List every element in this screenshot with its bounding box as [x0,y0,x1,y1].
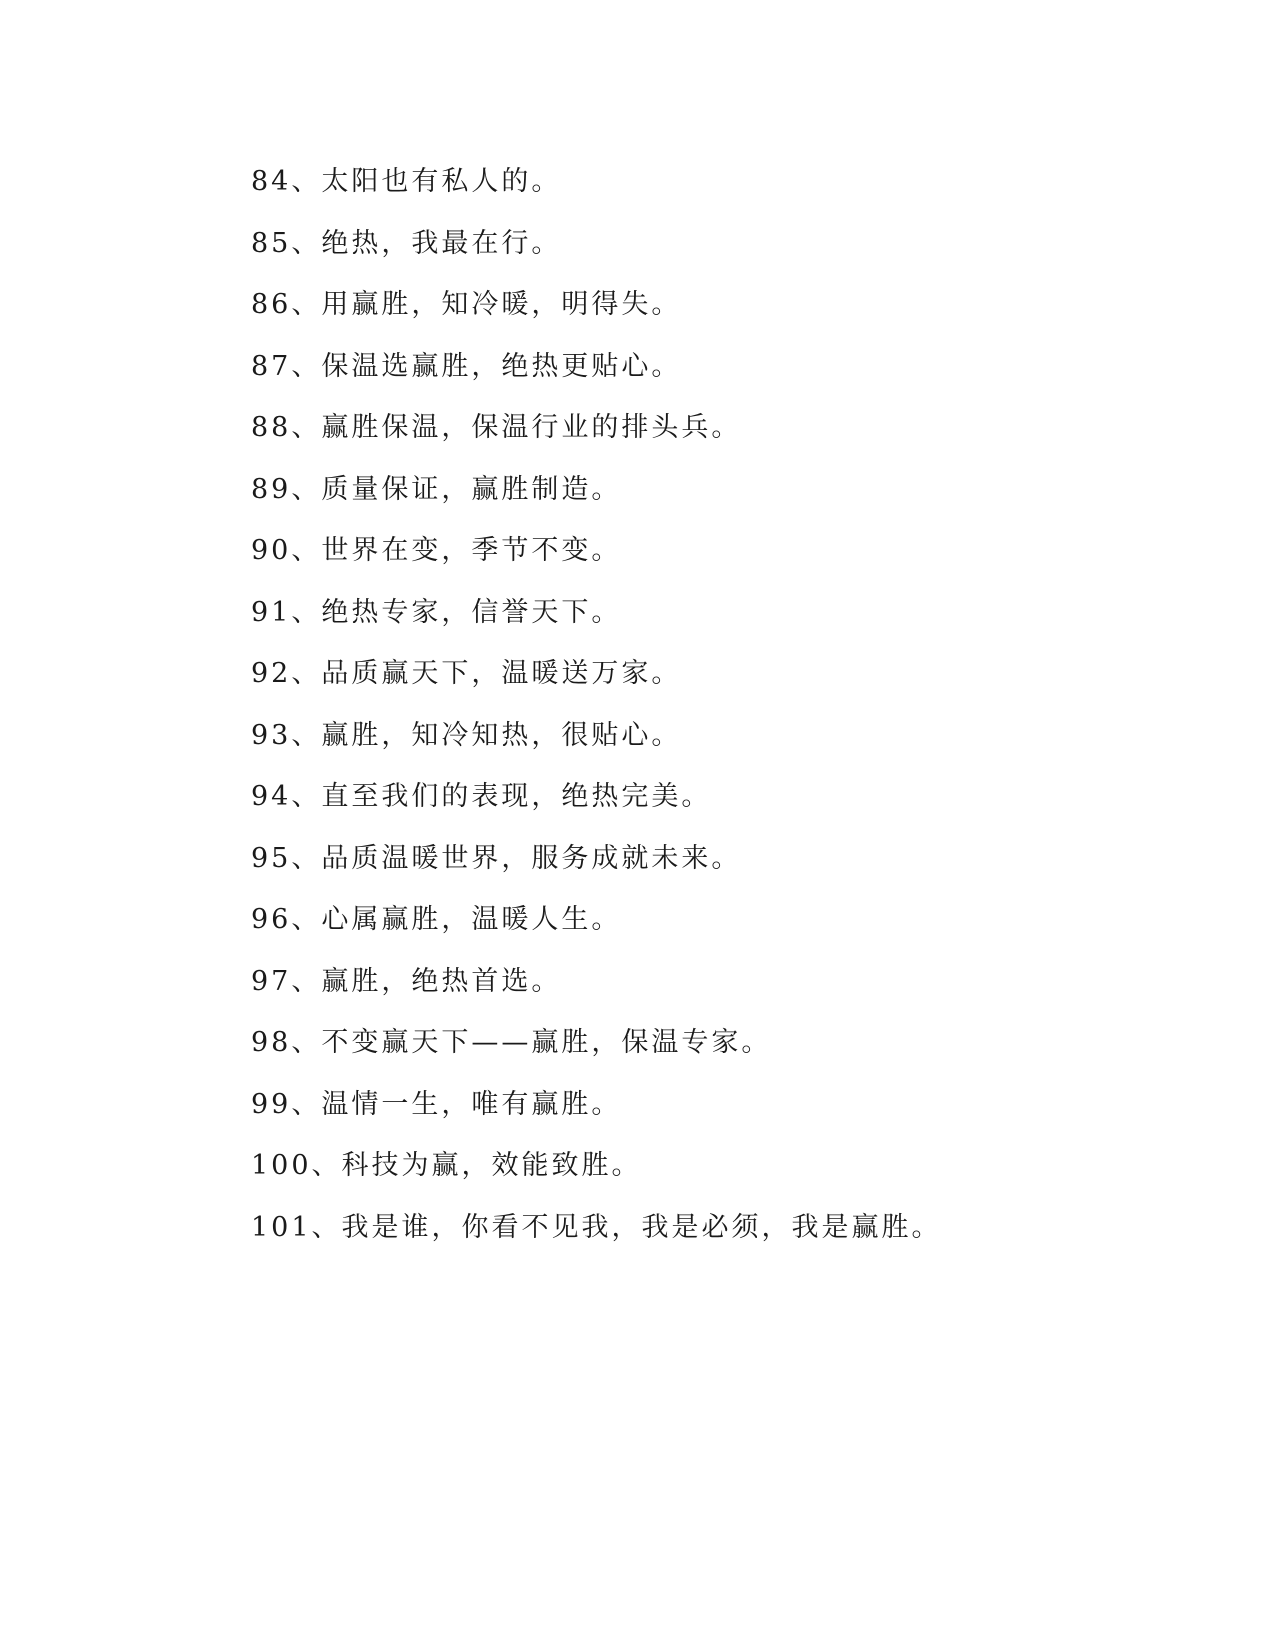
list-item: 99、温情一生，唯有赢胜。 [251,1088,622,1120]
slogan-list [251,160,1201,1267]
list-item: 100、科技为赢，效能致胜。 [251,1150,642,1181]
list-item: 88、赢胜保温，保温行业的排头兵。 [251,412,742,443]
list-item: 87、保温选赢胜，绝热更贴心。 [251,350,682,382]
list-item: 89、质量保证，赢胜制造。 [251,473,622,505]
list-item: 95、品质温暖世界，服务成就未来。 [251,842,742,874]
list-item: 96、心属赢胜，温暖人生。 [251,904,622,935]
list-item: 92、品质赢天下，温暖送万家。 [251,658,682,689]
list-item: 97、赢胜，绝热首选。 [251,965,562,997]
list-item: 101、我是谁，你看不见我，我是必须，我是赢胜。 [251,1211,942,1243]
list-item: 85、绝热，我最在行。 [251,227,562,259]
list-item: 93、赢胜，知冷知热，很贴心。 [251,719,682,751]
list-item: 94、直至我们的表现，绝热完美。 [251,781,712,812]
list-item: 86、用赢胜，知冷暖，明得失。 [251,289,682,320]
list-item: 84、太阳也有私人的。 [251,166,562,197]
list-item: 90、世界在变，季节不变。 [251,535,622,566]
list-item: 91、绝热专家，信誉天下。 [251,596,622,628]
list-item: 98、不变赢天下——赢胜，保温专家。 [251,1027,772,1058]
